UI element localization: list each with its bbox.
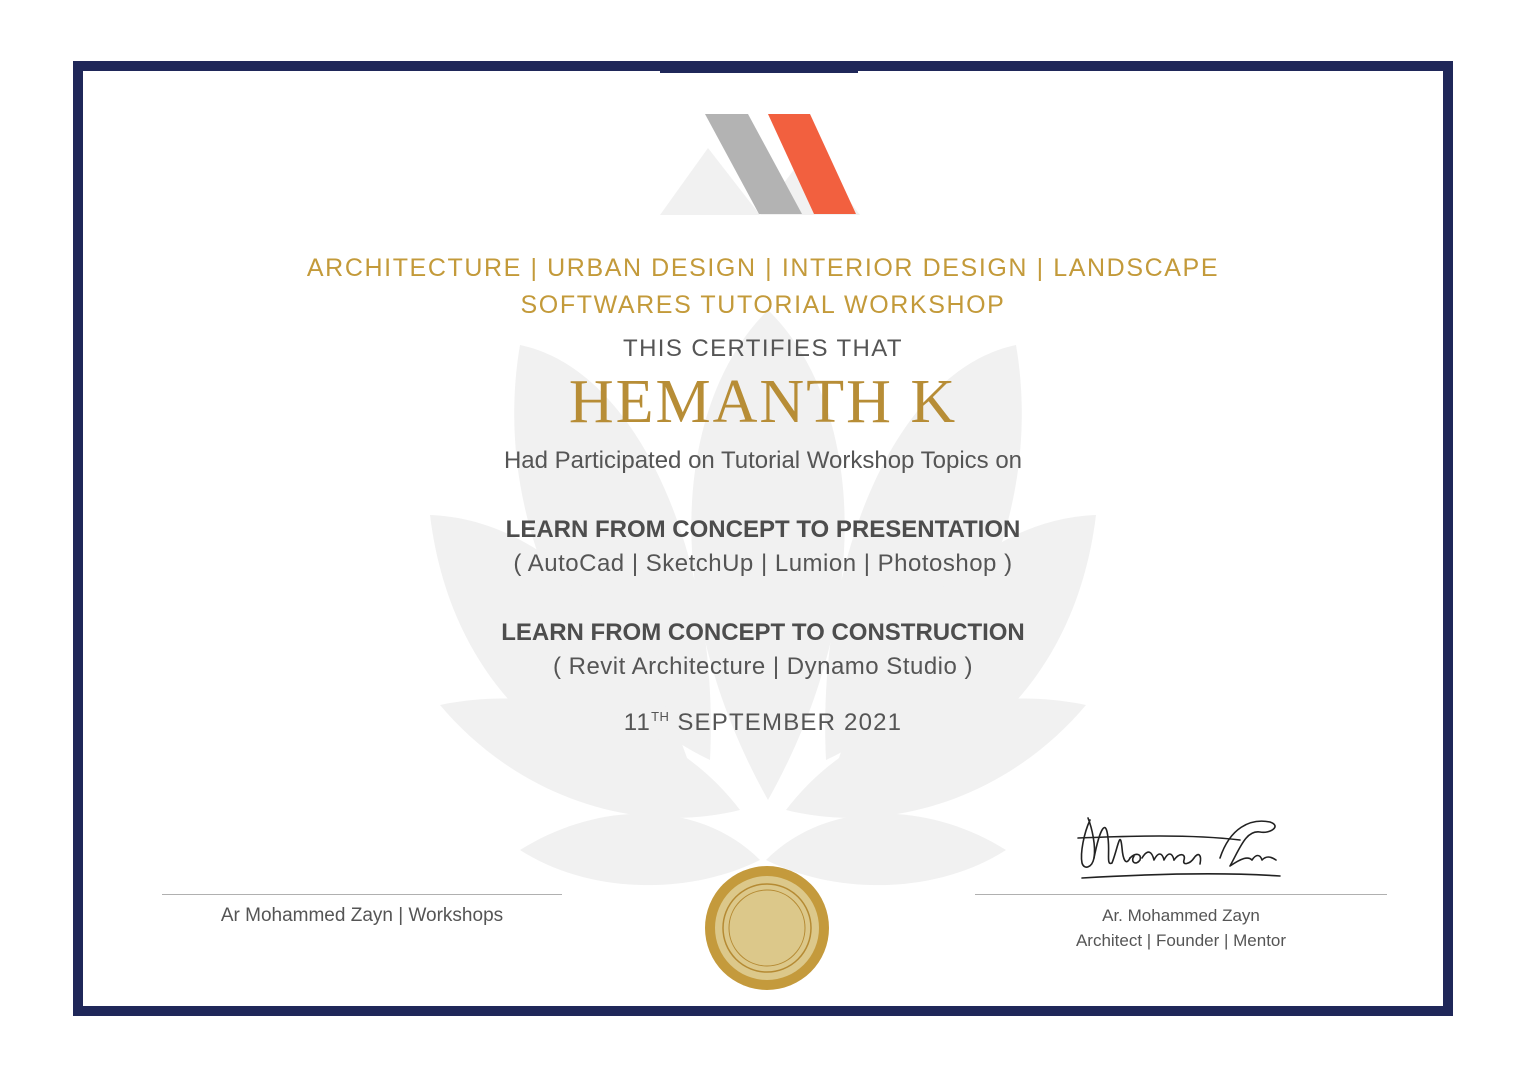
course-title: LEARN FROM CONCEPT TO PRESENTATION <box>505 516 1021 543</box>
date-month-year: SEPTEMBER 2021 <box>677 709 903 736</box>
participation-text: Had Participated on Tutorial Workshop Topics on <box>503 447 1023 474</box>
signature-line-right <box>975 894 1387 895</box>
right-signatory-name: Ar. Mohammed Zayn <box>1102 906 1260 925</box>
workshop-type-heading: SOFTWARES TUTORIAL WORKSHOP <box>520 291 1006 319</box>
right-signatory-role: Architect | Founder | Mentor <box>1075 931 1287 950</box>
course-title: LEARN FROM CONCEPT TO CONSTRUCTION <box>501 619 1025 646</box>
categories-heading: ARCHITECTURE | URBAN DESIGN | INTERIOR DESIGN | LANDSCAPE <box>306 254 1220 282</box>
course-tools: ( AutoCad | SketchUp | Lumion | Photoshop ) <box>513 550 1013 577</box>
date-suffix: TH <box>651 709 670 724</box>
date-day: 11 <box>623 709 652 736</box>
signature-line-left <box>162 894 562 895</box>
handwritten-signature <box>1070 808 1285 883</box>
certificate-date <box>0 709 1526 737</box>
certifies-label: THIS CERTIFIES THAT <box>623 335 903 362</box>
stripes-logo-icon <box>650 104 870 224</box>
course-tools: ( Revit Architecture | Dynamo Studio ) <box>552 653 974 680</box>
left-signatory-text: Ar Mohammed Zayn | Workshops <box>220 905 504 926</box>
recipient-name: HEMANTH K <box>568 368 958 436</box>
gold-seal-icon <box>704 865 830 991</box>
